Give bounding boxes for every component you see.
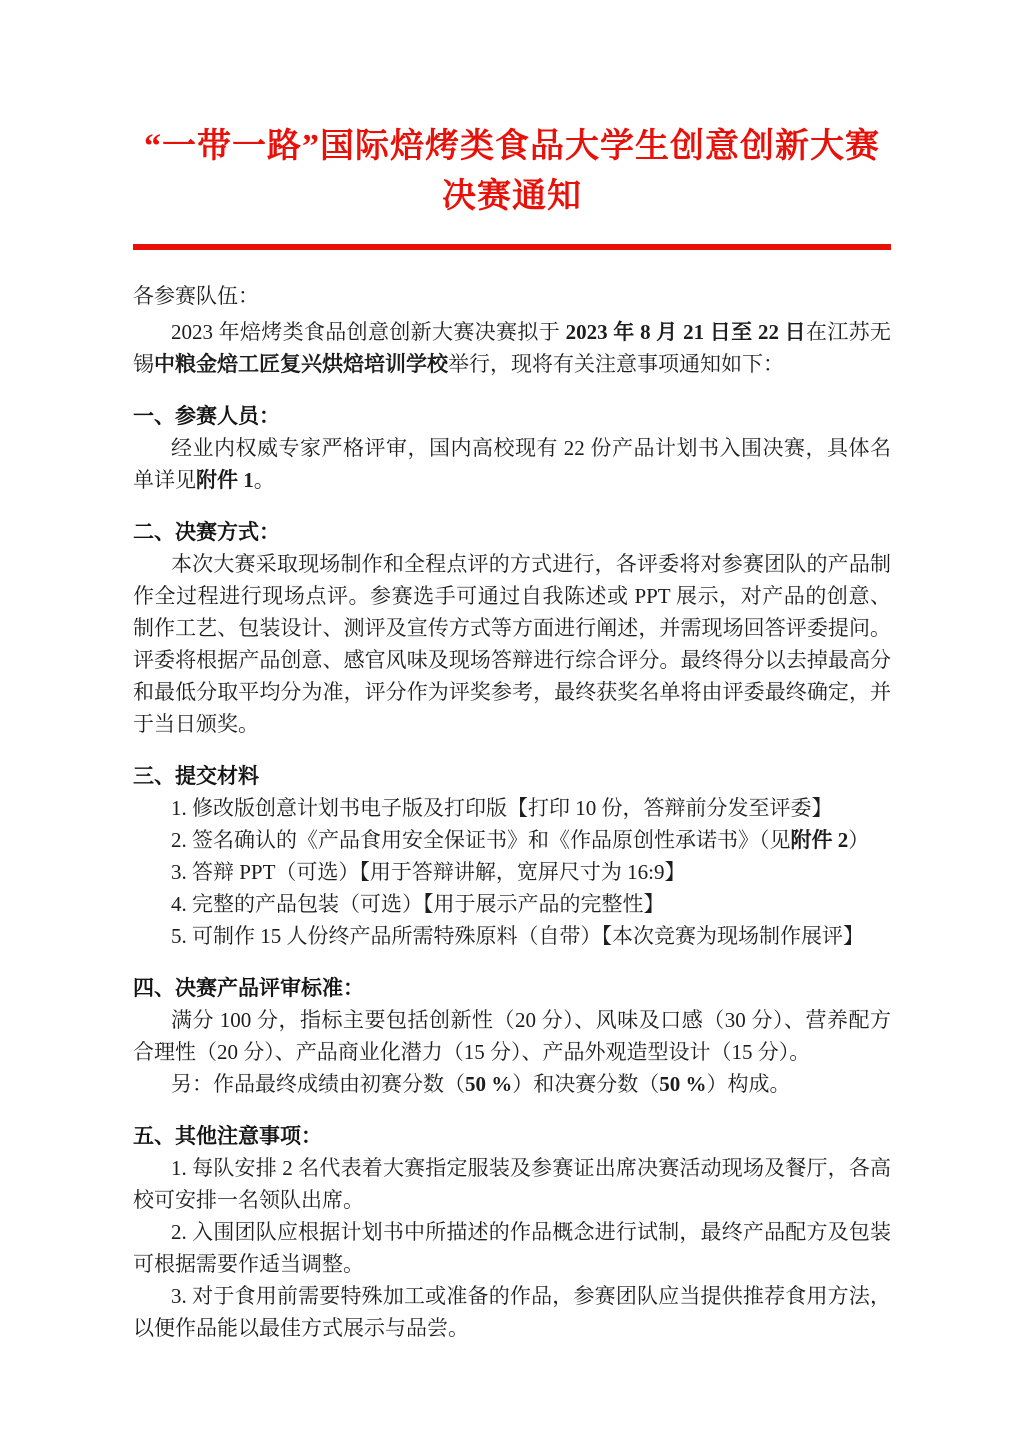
document-header [133, 122, 891, 250]
title-line-2: 决赛通知 [442, 178, 582, 215]
section-materials-heading: 三、提交材料 [133, 764, 259, 788]
document-title [133, 122, 891, 222]
section-participants-heading: 一、参赛人员： [133, 404, 280, 428]
salutation: 各参赛队伍： [133, 284, 259, 308]
judging-score-composition-paragraph: 另：作品最终成绩由初赛分数（50 %）和决赛分数（50 %）构成。 [171, 1072, 791, 1096]
other-notes-item-3: 3. 对于食用前需要特殊加工或准备的作品，参赛团队应当提供推荐食用方法，以便作品能以最佳方式展示与品尝。 [133, 1284, 891, 1340]
section-participants-paragraph: 经业内权威专家严格评审，国内高校现有 22 份产品计划书入围决赛，具体名单详见附件 1。 [133, 436, 891, 492]
section-materials [133, 760, 891, 952]
document-body [133, 280, 891, 1344]
section-other-notes-heading: 五、其他注意事项： [133, 1124, 322, 1148]
section-judging-criteria-heading: 四、决赛产品评审标准： [133, 976, 364, 1000]
other-notes-item-1: 1. 每队安排 2 名代表着大赛指定服装及参赛证出席决赛活动现场及餐厅，各高校可安排一名领队出席。 [133, 1156, 891, 1212]
materials-item-4: 4. 完整的产品包装（可选）【用于展示产品的完整性】 [171, 892, 665, 916]
section-final-format-paragraph: 本次大赛采取现场制作和全程点评的方式进行，各评委将对参赛团队的产品制作全过程进行现场点评。参赛选手可通过自我陈述或 PPT 展示，对产品的创意、制作工艺、包装设计、测评及宣传方式等方面进行阐述，并需现场回答评委提问。评委将根据产品创意、感官风味及现场答辩进行综合评分。最终得分以去掉最高分和最低分取平均分为准，评分作为评奖参考，最终获奖名单将由评委最终确定，并于当日颁奖。 [133, 552, 891, 736]
section-final-format-heading: 二、决赛方式： [133, 520, 280, 544]
materials-item-5: 5. 可制作 15 人份终产品所需特殊原料（自带）【本次竞赛为现场制作展评】 [171, 924, 864, 948]
materials-item-1: 1. 修改版创意计划书电子版及打印版【打印 10 份，答辩前分发至评委】 [171, 796, 833, 820]
materials-item-3: 3. 答辩 PPT（可选）【用于答辩讲解，宽屏尺寸为 16:9】 [171, 860, 686, 884]
section-judging-criteria [133, 972, 891, 1100]
judging-criteria-paragraph: 满分 100 分，指标主要包括创新性（20 分）、风味及口感（30 分）、营养配方合理性（20 分）、产品商业化潜力（15 分）、产品外观造型设计（15 分）。 [133, 1008, 891, 1064]
other-notes-item-2: 2. 入围团队应根据计划书中所描述的作品概念进行试制，最终产品配方及包装可根据需要作适当调整。 [133, 1220, 891, 1276]
section-final-format [133, 516, 891, 740]
title-divider [133, 244, 891, 250]
title-line-1: “一带一路”国际焙烤类食品大学生创意创新大赛 [144, 128, 880, 165]
intro-paragraph: 2023 年焙烤类食品创意创新大赛决赛拟于 2023 年 8 月 21 日至 22 日在江苏无锡中粮金焙工匠复兴烘焙培训学校举行，现将有关注意事项通知如下： [133, 320, 892, 376]
materials-item-2: 2. 签名确认的《产品食用安全保证书》和《作品原创性承诺书》（见附件 2） [171, 828, 870, 852]
section-other-notes [133, 1120, 891, 1344]
section-participants [133, 400, 891, 496]
